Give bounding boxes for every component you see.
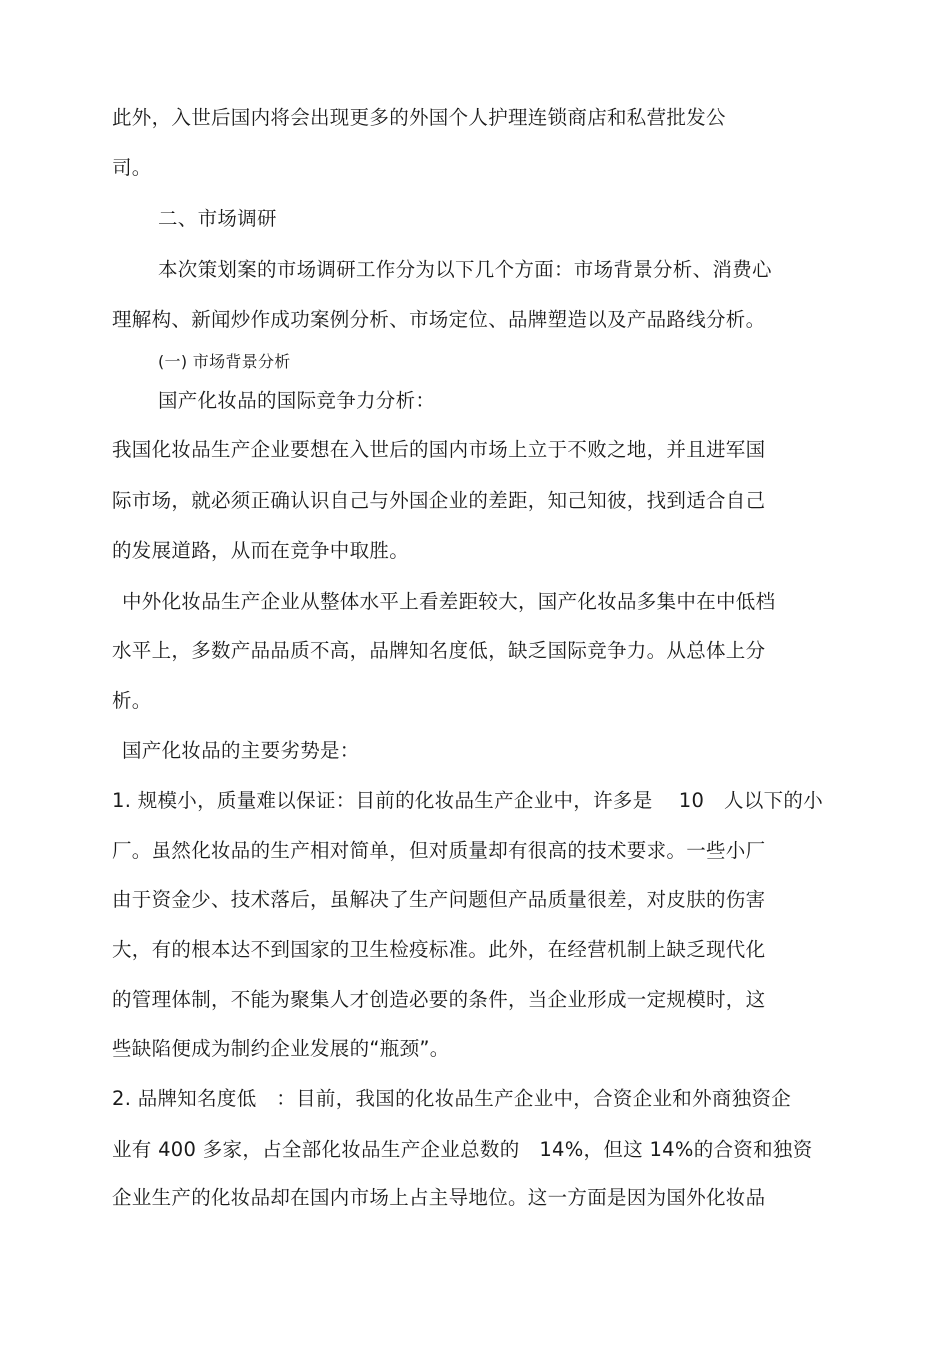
paragraph-line: 析。 [112, 689, 152, 712]
paragraph-line: 理解构、新闻炒作成功案例分析、市场定位、品牌塑造以及产品路线分析。 [112, 308, 766, 331]
paragraph-line: 中外化妆品生产企业从整体水平上看差距较大，国产化妆品多集中在中低档 [122, 590, 776, 613]
list-item-line: 2. 品牌知名度低 ：目前，我国的化妆品生产企业中，合资企业和外商独资企 [112, 1087, 792, 1110]
paragraph-line: 水平上，多数产品品质不高，品牌知名度低，缺乏国际竞争力。从总体上分 [112, 639, 766, 662]
paragraph-line: 的发展道路，从而在竞争中取胜。 [112, 539, 410, 562]
list-item-line: 企业生产的化妆品却在国内市场上占主导地位。这一方面是因为国外化妆品 [112, 1186, 766, 1209]
list-item-line: 由于资金少、技术落后，虽解决了生产问题但产品质量很差，对皮肤的伤害 [112, 888, 766, 911]
list-item-line: 大，有的根本达不到国家的卫生检疫标准。此外，在经营机制上缺乏现代化 [112, 938, 766, 961]
paragraph-line: 本次策划案的市场调研工作分为以下几个方面：市场背景分析、消费心 [158, 258, 772, 281]
section-heading: 二、市场调研 [158, 207, 277, 230]
list-item-line: 的管理体制，不能为聚集人才创造必要的条件，当企业形成一定规模时，这 [112, 988, 766, 1011]
list-item-line: 厂。虽然化妆品的生产相对简单，但对质量却有很高的技术要求。一些小厂 [112, 839, 766, 862]
list-item-line: 1. 规模小，质量难以保证：目前的化妆品生产企业中，许多是 10 人以下的小 [112, 789, 824, 812]
paragraph-line: 国产化妆品的主要劣势是： [122, 739, 360, 762]
subsection-heading: (一) 市场背景分析 [158, 352, 291, 371]
paragraph-line: 际市场，就必须正确认识自己与外国企业的差距，知己知彼，找到适合自己 [112, 489, 766, 512]
list-item-line: 些缺陷便成为制约企业发展的“瓶颈”。 [112, 1037, 450, 1060]
paragraph-line: 司。 [112, 156, 152, 179]
paragraph-line: 此外，入世后国内将会出现更多的外国个人护理连锁商店和私营批发公 [112, 106, 726, 129]
paragraph-line: 国产化妆品的国际竞争力分析： [158, 389, 436, 412]
list-item-line: 业有 400 多家，占全部化妆品生产企业总数的 14%，但这 14%的合资和独资 [112, 1138, 813, 1161]
paragraph-line: 我国化妆品生产企业要想在入世后的国内市场上立于不败之地，并且进军国 [112, 438, 766, 461]
